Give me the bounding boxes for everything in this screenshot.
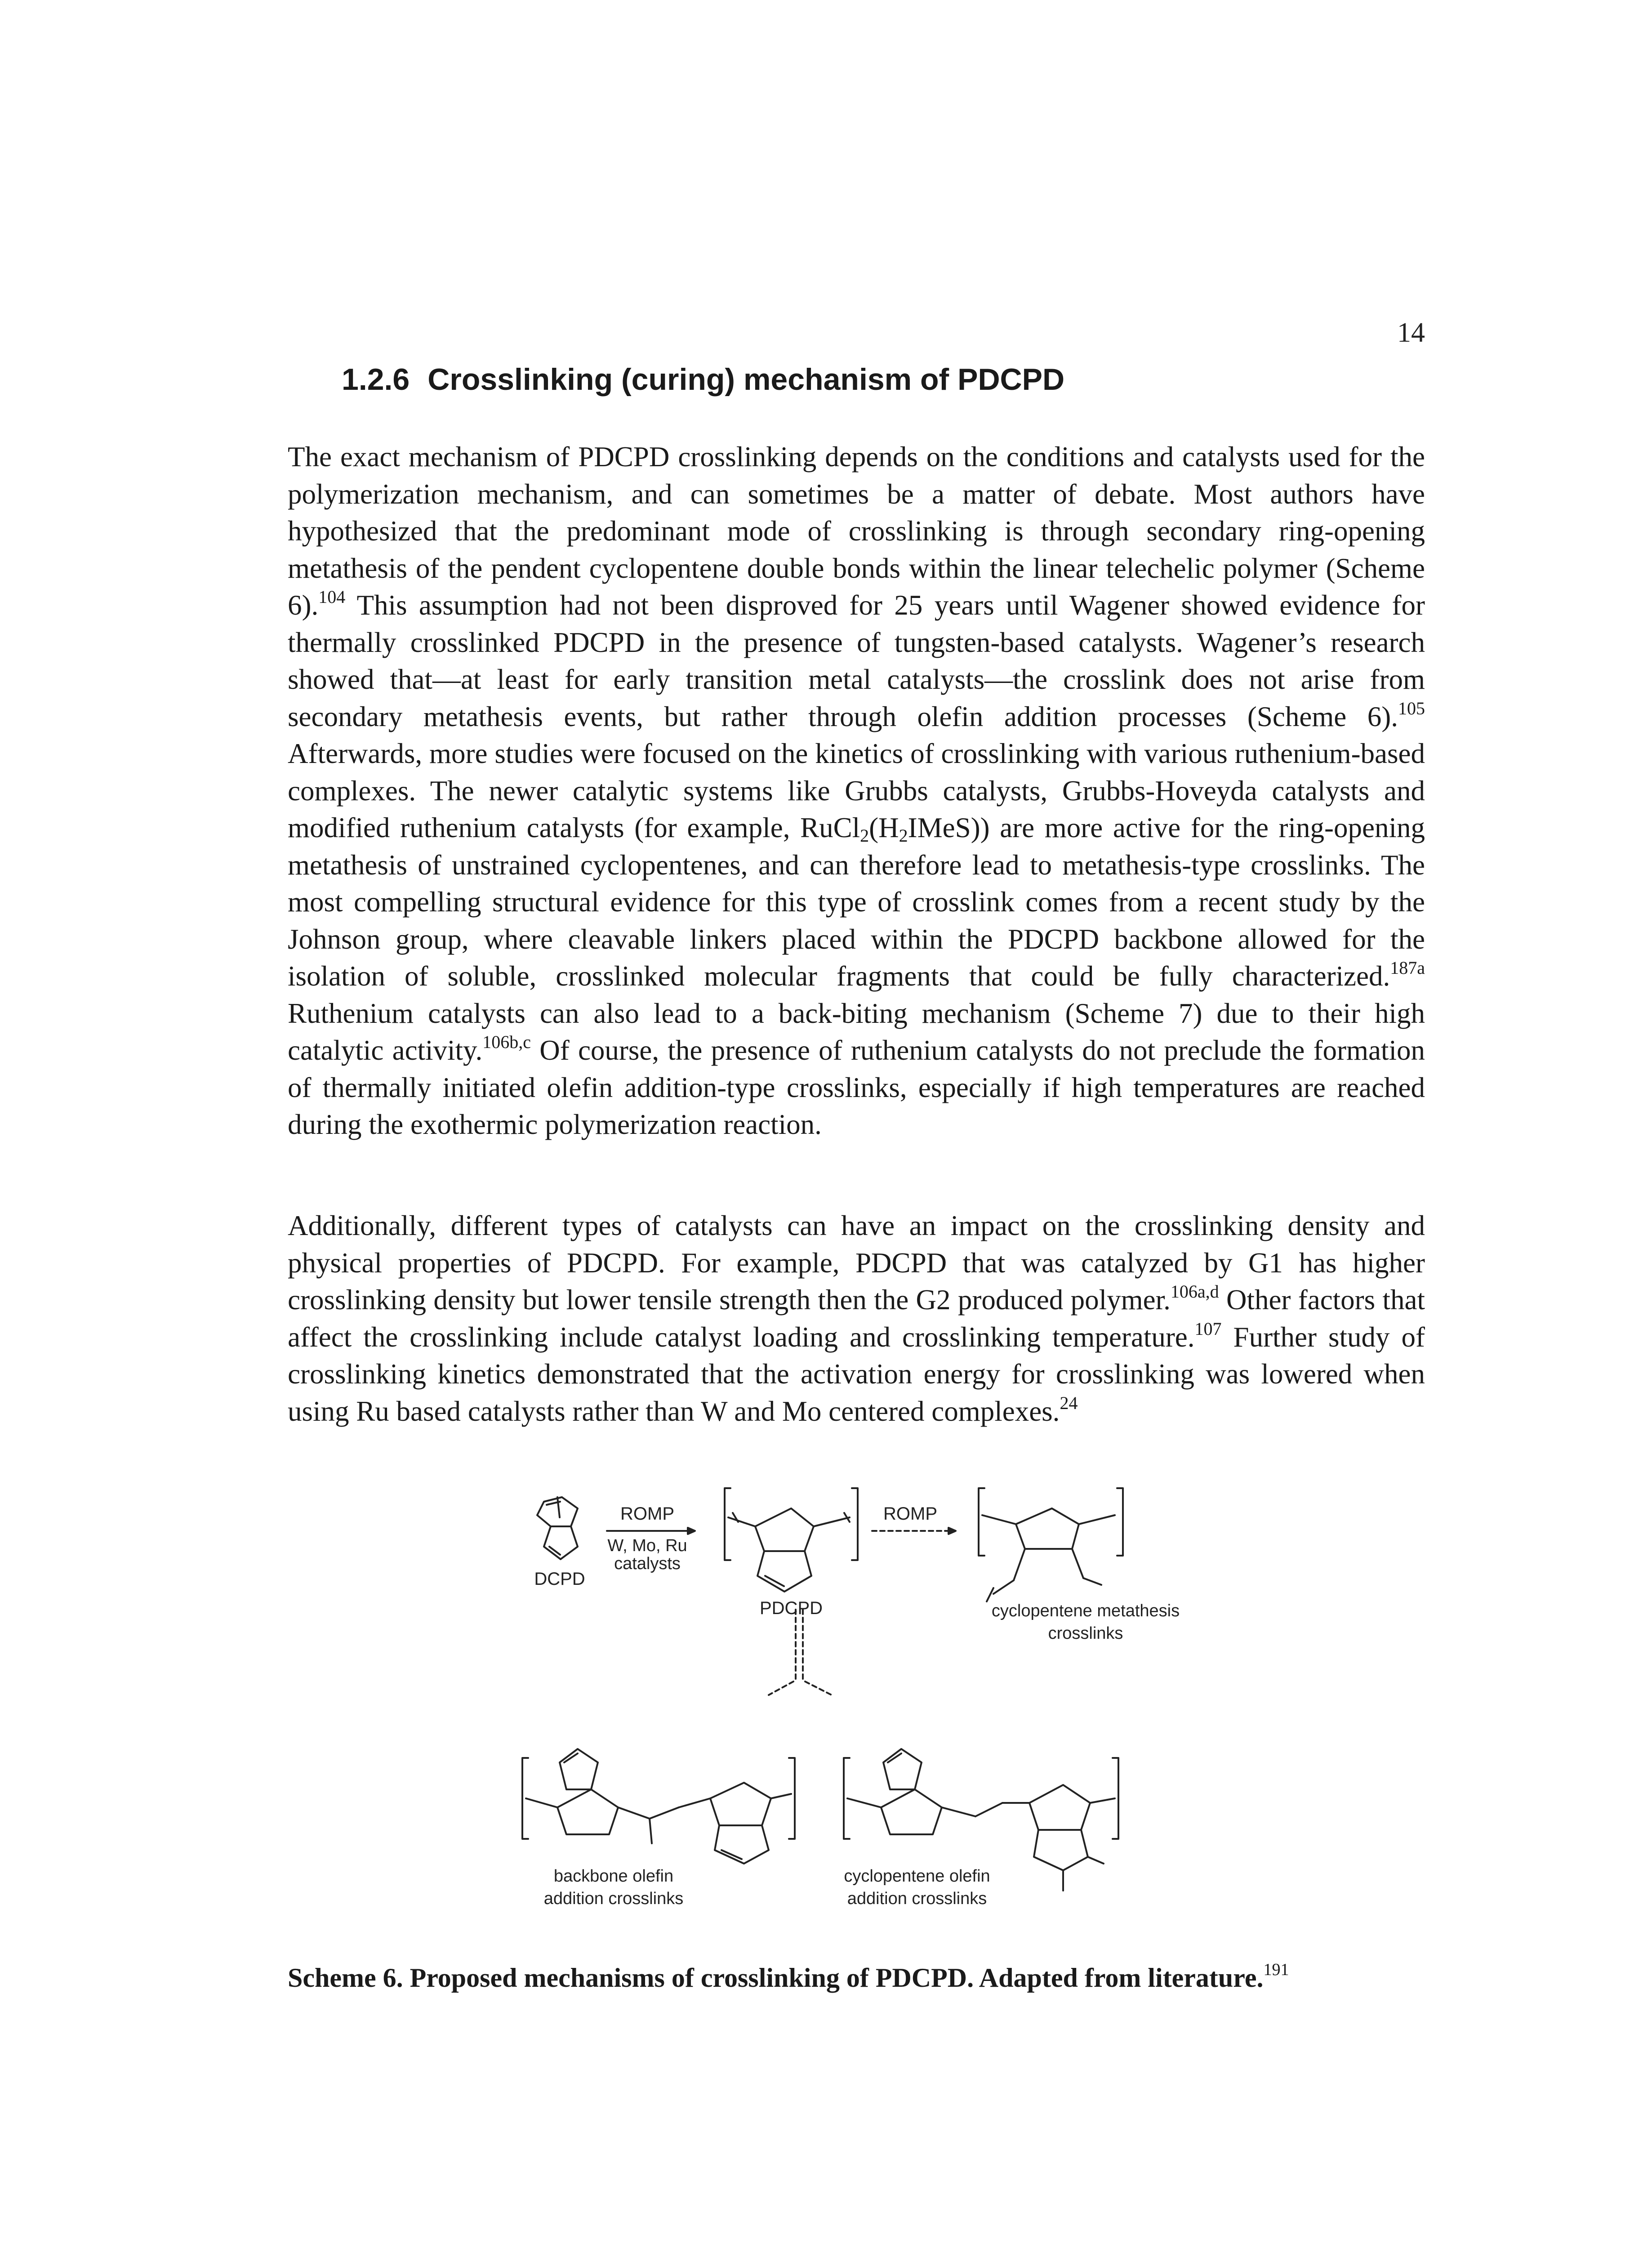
text-run: The exact mechanism of PDCPD crosslinking depends on the conditions and catalysts used for the polymerization mechanism, and can sometimes be a matter of debate. Most authors have hypothesized that the predominant mode of crosslinking is through secondary ring-opening metathesis of the pendent cyclopentene double bonds within the linear telechelic polymer (Scheme 6). [288, 441, 1425, 621]
citation-ref: 105 [1398, 698, 1425, 718]
section-number: 1.2.6 [342, 362, 410, 397]
citation-ref: 107 [1194, 1318, 1222, 1339]
text-run: IMeS)) are more active for the ring-opening metathesis of unstrained cyclopentenes, and can therefore lead to metathesis-type crosslinks. The most compelling structural evidence for this type of crosslink comes from a recent study by the Johnson group, where cleavable linkers placed within the PDCPD backbone allowed for the isolation of soluble, crosslinked molecular fragments that could be fully characterized. [288, 812, 1425, 992]
text-run: Additionally, different types of catalysts can have an impact on the crosslinking density and physical properties of PDCPD. For example, PDCPD that was catalyzed by G1 has higher crosslinking density but lower tensile strength then the G2 produced polymer. [288, 1210, 1425, 1316]
page-number: 14 [1397, 317, 1425, 348]
label-catalysts-1: W, Mo, Ru [607, 1536, 687, 1555]
text-run: Ruthenium catalysts can also lead to a back-biting mechanism (Scheme 7) due to their high catalytic activity. [288, 997, 1425, 1066]
text-run: Of course, the presence of ruthenium catalysts do not preclude the formation of thermally initiated olefin addition-type crosslinks, especially if high temperatures are reached during the exothermic polymerization reaction. [288, 1035, 1425, 1140]
text-run: This assumption had not been disproved for 25 years until Wagener showed evidence for thermally crosslinked PDCPD in the presence of tungsten-based catalysts. Wagener’s research showed that—at least for early transition metal catalysts—the crosslink does not arise from secondary metathesis events, but rather through olefin addition processes (Scheme 6). [288, 589, 1425, 732]
section-heading [342, 362, 1064, 397]
label-cp-olefin-2: addition crosslinks [847, 1889, 987, 1908]
caption-text: Scheme 6. Proposed mechanisms of crosslinking of PDCPD. Adapted from literature. [288, 1963, 1264, 1993]
arrowhead-icon [948, 1528, 956, 1534]
citation-ref: 191 [1263, 1960, 1289, 1979]
text-run: Afterwards, more studies were focused on the kinetics of crosslinking with various ruthenium-based complexes. The newer catalytic systems like Grubbs catalysts, Grubbs-Hoveyda catalysts and modified ruthenium catalysts (for example, RuCl [288, 738, 1425, 843]
citation-ref: 104 [318, 587, 346, 607]
citation-ref: 106a,d [1170, 1281, 1219, 1302]
text-run: Further study of crosslinking kinetics demonstrated that the activation energy for crosslinking was lowered when using Ru based catalysts rather than W and Mo centered complexes. [288, 1321, 1425, 1427]
label-romp-2: ROMP [883, 1504, 937, 1524]
citation-ref: 187a [1390, 958, 1425, 978]
text-run: (H [869, 812, 899, 843]
citation-ref: 106b,c [482, 1032, 531, 1052]
text-run: Other factors that affect the crosslinking include catalyst loading and crosslinking temperature. [288, 1284, 1425, 1353]
citation-ref: 24 [1060, 1392, 1078, 1413]
section-title: Crosslinking (curing) mechanism of PDCPD [427, 362, 1065, 397]
dcpd-structure [537, 1497, 578, 1559]
label-pdcpd: PDCPD [759, 1598, 823, 1618]
label-backbone-2: addition crosslinks [543, 1889, 684, 1908]
pdcpd-structure [725, 1488, 858, 1592]
subscript: 2 [899, 825, 908, 846]
metathesis-product-structure [979, 1488, 1123, 1601]
subscript: 2 [860, 825, 869, 846]
scheme-6-figure [517, 1484, 1200, 1915]
paragraph-2 [288, 1207, 1425, 1430]
label-cp-olefin-1: cyclopentene olefin [844, 1867, 990, 1886]
backbone-addition-structure [522, 1749, 795, 1864]
paragraph-1 [288, 438, 1425, 1143]
label-romp-1: ROMP [620, 1504, 674, 1524]
label-catalysts-2: catalysts [614, 1554, 681, 1573]
label-dcpd: DCPD [534, 1569, 585, 1589]
arrowhead-icon [688, 1528, 695, 1534]
label-backbone-1: backbone olefin [553, 1867, 674, 1886]
label-metathesis-2: crosslinks [1048, 1624, 1123, 1643]
figure-caption [288, 1960, 1289, 1994]
label-metathesis-1: cyclopentene metathesis [991, 1601, 1180, 1620]
